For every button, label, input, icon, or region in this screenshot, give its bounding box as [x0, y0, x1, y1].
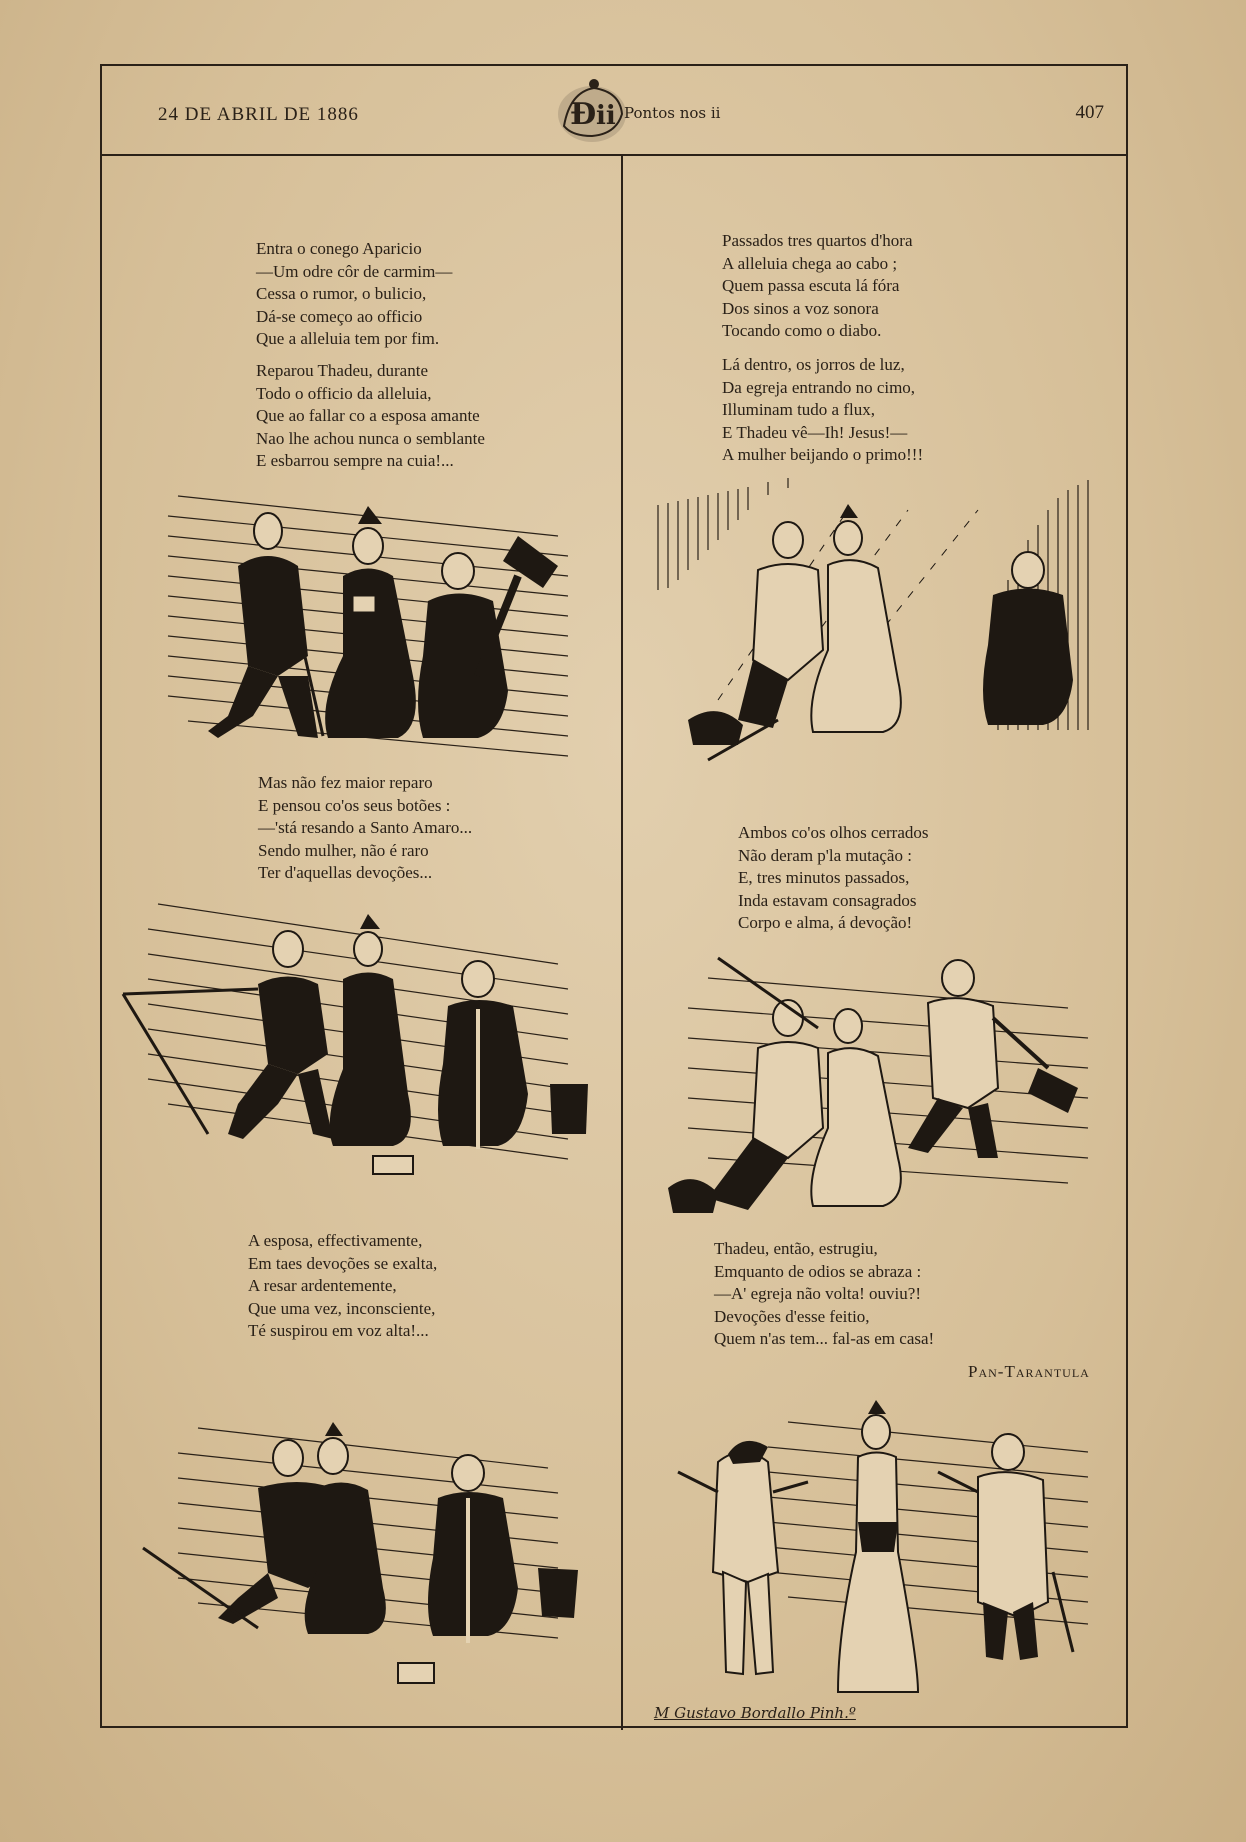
verse-line: Ambos co'os olhos cerrados	[738, 823, 929, 842]
verse-line: Thadeu, então, estrugiu,	[714, 1239, 878, 1258]
column-divider	[621, 154, 623, 1730]
verse-line: Que ao fallar co a esposa amante	[256, 406, 480, 425]
verse-line: Quem n'as tem... fal-as em casa!	[714, 1329, 935, 1348]
svg-text:Ð: Ð	[570, 97, 597, 132]
verse-line: E Thadeu vê—Ih! Jesus!—	[722, 422, 908, 442]
right-column	[634, 158, 1116, 1722]
verse-line: Que a alleluia tem por fim.	[256, 329, 440, 348]
verse-line: —'stá resando a Santo Amaro...	[258, 818, 473, 837]
page-frame	[100, 64, 1128, 1728]
stanza-left-2	[256, 360, 485, 473]
verse-line: Dá-se começo ao officio	[256, 306, 423, 326]
masthead-logo	[550, 74, 721, 146]
author-signature: Pan-Tarantula	[968, 1362, 1090, 1381]
verse-line: Tocando como o diabo.	[722, 321, 882, 340]
left-column	[118, 158, 614, 1718]
verse-line: Cessa o rumor, o bulicio,	[256, 284, 427, 303]
verse-line: E esbarrou sempre na cuia!...	[256, 451, 454, 470]
verse-line: Todo o officio da alleluia,	[256, 383, 432, 403]
verse-line: E, tres minutos passados,	[738, 868, 910, 887]
illustration-praying-trio	[118, 894, 588, 1184]
stanza-right-1	[722, 230, 913, 343]
stanza-left-1	[256, 238, 452, 351]
verse-line: Sendo mulher, não é raro	[258, 840, 429, 860]
verse-line: E pensou co'os seus botões :	[258, 795, 451, 815]
illustration-kiss	[648, 470, 1108, 770]
verse-line: A mulher beijando o primo!!!	[722, 445, 924, 464]
artist-signature: M Gustavo Bordallo Pinh.º	[654, 1704, 856, 1722]
verse-line: Té suspirou em voz alta!...	[248, 1321, 429, 1340]
stanza-right-2	[722, 354, 923, 467]
verse-line: Emquanto de odios se abraza :	[714, 1261, 922, 1281]
masthead-text: Pontos nos ii	[624, 104, 721, 122]
stanza-right-3	[738, 822, 929, 935]
verse-line: Que uma vez, inconsciente,	[248, 1298, 436, 1318]
verse-line: A resar ardentemente,	[248, 1276, 397, 1295]
verse-line: Devoções d'esse feitio,	[714, 1306, 870, 1326]
illustration-kneeling-trio	[158, 476, 588, 766]
verse-line: A esposa, effectivamente,	[248, 1231, 423, 1250]
verse-line: Nao lhe achou nunca o semblante	[256, 428, 485, 448]
verse-line: —Um odre côr de carmim—	[256, 261, 453, 281]
verse-line: Não deram p'la mutação :	[738, 845, 912, 865]
verse-line: Quem passa escuta lá fóra	[722, 276, 900, 295]
verse-line: Em taes devoções se exalta,	[248, 1253, 438, 1273]
verse-line: Mas não fez maior reparo	[258, 773, 433, 792]
svg-text:ii: ii	[596, 101, 616, 131]
illustration-confrontation	[648, 1402, 1108, 1722]
verse-line: A alleluia chega ao cabo ;	[722, 253, 898, 273]
verse-line: Ter d'aquellas devoções...	[258, 863, 433, 882]
verse-line: Dos sinos a voz sonora	[722, 298, 879, 318]
verse-line: Entra o conego Aparicio	[256, 239, 422, 258]
page-header	[102, 66, 1126, 156]
verse-line: Inda estavam consagrados	[738, 890, 917, 910]
verse-line: Reparou Thadeu, durante	[256, 361, 428, 380]
page-number: 407	[1075, 102, 1104, 123]
illustration-outburst	[648, 948, 1108, 1238]
verse-line: Lá dentro, os jorros de luz,	[722, 355, 905, 374]
verse-line: Da egreja entrando no cimo,	[722, 377, 916, 397]
illustration-embracing-couple	[138, 1398, 588, 1708]
stanza-right-4	[714, 1238, 934, 1351]
verse-line: —A' egreja não volta! ouviu?!	[714, 1284, 921, 1303]
verse-line: Illuminam tudo a flux,	[722, 400, 875, 419]
verse-line: Corpo e alma, á devoção!	[738, 913, 913, 932]
stanza-left-4	[248, 1230, 437, 1343]
issue-date: 24 DE ABRIL DE 1886	[158, 104, 359, 125]
stanza-left-3	[258, 772, 472, 885]
verse-line: Passados tres quartos d'hora	[722, 231, 913, 250]
